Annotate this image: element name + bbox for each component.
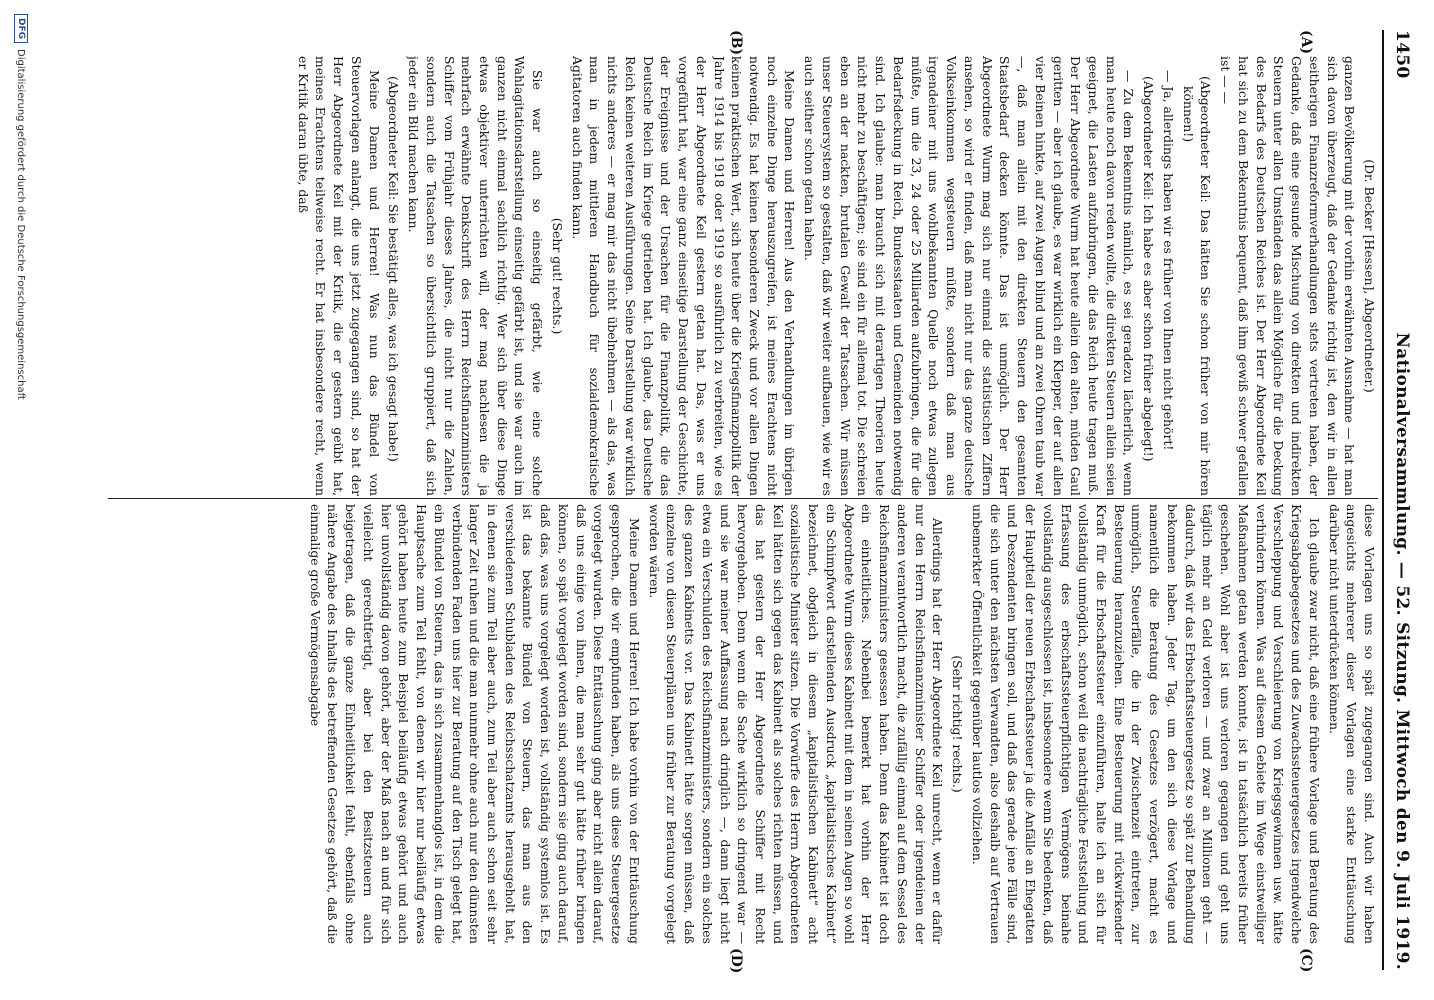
paragraph: Meine Damen und Herren! Ich habe vorhin von der Enttäuschung gesprochen, die wir empfunden haben, als uns diese Steuergesetze vorgelegt wurden. Diese Enttäuschung ging aber nicht allein darauf, daß uns einige von ihnen, die man sehr gut hätte früher bringen können, so spät vorgelegt worden sind, sondern sie ging auch darauf, daß das, was uns vorgelegt worden ist, vollständig systemlos ist. Es ist das bekannte Bündel von Steuern, das man aus den verschiedenen Schubladen des Reichsschatzamts herausgeholt hat, in denen sie zum Teil aber auch, zum Teil aber auch schon seit sehr langer Zeit ruhen und die man nunmehr ohne auch nur den dünnsten verbindenden Faden uns hier zur Beratung auf den Tisch gelegt hat, ein Bündel von Steuern, das in sich zusammenhanglos ist, in dem die Hauptsache zum Teil fehlt, von denen wir hier nur beiläufig etwas gehört haben heute zum Beispiel beiläufig etwas gehört und auch hier unvollständig davon gehört, aber der Maß nach an und für sich vielleicht gerechtfertigt, aber bei den Besitzsteuern auch beigetragen, daß die ganze Einheitlichkeit fehlt, ebenfalls ohne nähere Angabe des Inhalts des betreffenden Gesetzes gehört, daß die einmalige große Vermögensabgabe (307, 504, 642, 944)
digitization-footer (10, 0, 32, 1000)
paragraph: — Ja, allerdings haben wir es früher von Ihnen nicht gehört! (1160, 70, 1176, 451)
left-column (108, 56, 1378, 496)
margin-marker-c: (C) (1298, 948, 1314, 973)
paragraph: Meine Damen und Herren! Aus den Verhandlungen im übrigen noch einzelne Dinge herauszugreifen, ist meines Erachtens nicht notwendig. Es hat keinen besonderen Zweck und vor allen Dingen keinen praktischen Wert, sich heute über die Kriegsfinanzpolitik der Jahre 1914 bis 1918 oder 1919 so ausführlich zu verbreiten, wie es der Herr Abgeordnete Keil gestern getan hat. Das, was er uns vorgeführt hat, war eine ganz einseitige Darstellung der Geschichte, der Ereignisse und der Ursachen für die Finanzpolitik, die das Deutsche Reich im Kriege getrieben hat. Ich glaube, das Deutsche Reich keinen weiteren Ausführungen. Seine Darstellung war wirklich nichts anderes — er mag mir das nicht übelnehmen — als das, was man in jedem mittleren Handbuch für sozialdemokratische Agitatoren auch finden kann. (569, 56, 798, 496)
paragraph: Meine Damen und Herren! Was nun das Bündel von Steuervorlagen anlangt, die uns jetzt zugegangen sind, so hat der Herr Abgeordnete Keil mit der Kritik, die er gestern geübt hat, meines Erachtens teilweise recht. Er hat insbesondere recht, wenn er Kritik daran übte, daß (295, 56, 382, 496)
interjection: (Abgeordneter Keil: Sie bestätigt alles, was ich gesagt habe!) (386, 76, 402, 462)
paragraph: Ich glaube zwar nicht, daß eine frühere Vorlage und Beratung des Kriegsabgabegesetzes und des Zuwachssteuergesetzes irgendwelche Verschleppung und Verschleierung von Kriegsgewinnen usw. hätte verhindern können. Was auf diesem Gebiete im Wege einstweiliger Maßnahmen getan werden konnte, ist in tatsächlich bereits früher geschehen. Wohl aber ist uns verloren gegangen und geht uns täglich mehr an Geld verloren — und zwar an Millionen geht — dadurch, daß wir das Erbschaftssteuergesetz so spät zur Behandlung bekommen haben. Jeder Tag, um den sich diese Vorlage und namentlich die Beratung des Gesetzes verzögert, macht es unmöglich, Steuerfälle, die in der Zwischenzeit eintreten, zur Besteuerung heranzuziehen. Eine Besteuerung mit rückwirkender Kraft für die Erbschaftssteuer einzuführen, halte ich an sich für vollständig unmöglich, schon weil die nachträgliche Feststellung und Erfassung des erbschaftssteuerpflichtigen Vermögens beinahe vollständig ausgeschlossen ist, insbesondere wenn Sie bedenken, daß der Hauptteil der neuen Erbschaftssteuer ja die Anfälle an Ehegatten und Deszendenten bringen soll, und daß das gerade jene Fälle sind, die sich unter den nächsten Verwandten, also deshalb auf Vertrauen unbemerkter Öffentlichkeit gegenüber lautlos vollziehen. (969, 504, 1322, 944)
page-header (1382, 30, 1422, 970)
right-column (108, 504, 1378, 944)
interjection: (Sehr gut! rechts.) (549, 217, 565, 335)
header-rule (1382, 30, 1384, 970)
margin-marker-d: (D) (728, 948, 744, 974)
interjection: (Sehr richtig! rechts.) (950, 655, 966, 793)
interjection: (Abgeordneter Keil: Ich habe es aber schon früher abgelegt!) (1141, 76, 1157, 462)
footer-credit: Digitalisierung gefördert durch die Deutsche Forschungsgemeinschaft (15, 49, 27, 400)
dfg-logo: DFG (14, 14, 28, 43)
paragraph: Allerdings hat der Herr Abgeordnete Keil unrecht, wenn er dafür nur den Herrn Reichsfinanzminister Schiffer oder irgendeinen der anderen verantwortlich macht, die zufällig einmal auf dem Sessel des Reichsfinanzministers gesessen haben. Denn das Kabinett ist doch ein einheitliches. Nebenbei bemerkt hat vorhin der Herr Abgeordnete Wurm dieses Kabinett mit dem in seinen Augen so wohl ein Schimpfwort darstellenden Ausdruck „kapitalistisches Kabinett“ bezeichnet, obgleich in diesem „kapitalistischen Kabinett“ acht sozialistische Minister sitzen. Die Vorwürfe des Herrn Abgeordneten Keil hätten sich gegen das Kabinett als solches richten müssen, und das hat gestern der Herr Abgeordnete Schiffer mit Recht hervorgehoben. Denn wenn die Sache wirklich so dringend war — und sie war meiner Auffassung nach dringlich —, dann liegt nicht etwa ein Verschulden des Reichsfinanzministers, sondern ein solches des ganzen Kabinetts vor. Das Kabinett hätte sorgen müssen, daß einzelne von diesen Steuerplänen uns früher zur Beratung vorgelegt worden wären. (646, 504, 946, 944)
paragraph: ganzen Bevölkerung mit der vorhin erwähnten Ausnahme — hat man sich davon überzeugt, daß der Gedanke richtig ist, den wir in allen seitherigen Finanzreformverhandlungen stets vertreten haben, der Gedanke, daß eine gesunde Mischung von direkten und indirekten Steuern unter allen Umständen das allein Mögliche für die Deckung des Bedarfs des Deutschen Reiches ist. Der Herr Abgeordnete Keil hat sich zu dem Bekenntnis bequemt, daß ihm gewiß schwer gefallen ist — — (1218, 56, 1358, 496)
running-title: Nationalversammlung. — 52. Sitzung. Mittwoch den 9. Juli 1919. (1392, 332, 1412, 970)
paragraph: — Zu dem Bekenntnis nämlich, es sei geradezu lächerlich, wenn man heute noch davon reden wollte, die direkten Steuern allein seien geeignet, die Lasten aufzubringen, die das Reich heute tragen muß. Der Herr Abgeordnete Wurm hat heute allein den alten, müden Gaul geritten — aber ich glaube, es war wirklich ein Klepper, der auf allen vier Beinen hinkte, auf zwei Augen blind und an zwei Ohren taub war —, daß man allein mit den direkten Steuern den gesamten Staatsbedarf decken könnte. Das ist unmöglich. Der Herr Abgeordnete Wurm mag sich nur einmal die statistischen Ziffern ansehen, so wird er finden, daß man nicht nur das ganze deutsche Volkseinkommen wegsteuern müßte, sondern daß man aus irgendeiner mit uns wohlbekannten Quelle noch etwas zulegen müßte, um die 23, 24 oder 25 Milliarden aufzubringen, die für die Bedarfsdeckung in Reich, Bundesstaaten und Gemeinden notwendig sind. Ich glaube: man braucht sich mit derartigen Theorien heute nicht mehr zu beschäftigen; sie sind ein für allemal tot. Die schreien eben an der nackten, brutalen Gewalt der Tatsachen. Wir müssen unser Steuersystem so gestalten, daß wir weiter aufbauen, wie wir es auch seither schon getan haben. (802, 56, 1137, 496)
page-number: 1450 (1392, 30, 1412, 79)
interjection: (Abgeordneter Keil: Das hätten Sie schon früher von mir hören können!) (1180, 76, 1214, 496)
column-divider (108, 498, 1378, 499)
paragraph: diese Vorlagen uns so spät zugegangen sind. Auch wir haben angesichts mehrerer dieser Vorlagen eine starke Enttäuschung darüber nicht unterdrücken können. (1326, 504, 1377, 944)
paragraph: Sie war auch so einseitig gefärbt, wie eine solche Wahlagitationsdarstellung einseitig gefärbt ist, und sie war auch im ganzen nicht einmal sachlich richtig. Wer sich über diese Dinge etwas objektiver unterrichten will, der mag nachlesen die ja mehrfach erwähnte Denkschrift des Herrn Reichsfinanzministers Schiffer vom Frühjahr dieses Jahres, die nicht nur die Zahlen, sondern auch die Tatsachen so übersichtlich gruppiert, daß sich jeder ein Bild machen kann. (406, 56, 546, 496)
margin-marker-a: (A) (1298, 30, 1314, 55)
margin-marker-b: (B) (728, 30, 744, 56)
speaker-line: (Dr. Becker [Hessen], Abgeordneter.) (1362, 159, 1377, 393)
